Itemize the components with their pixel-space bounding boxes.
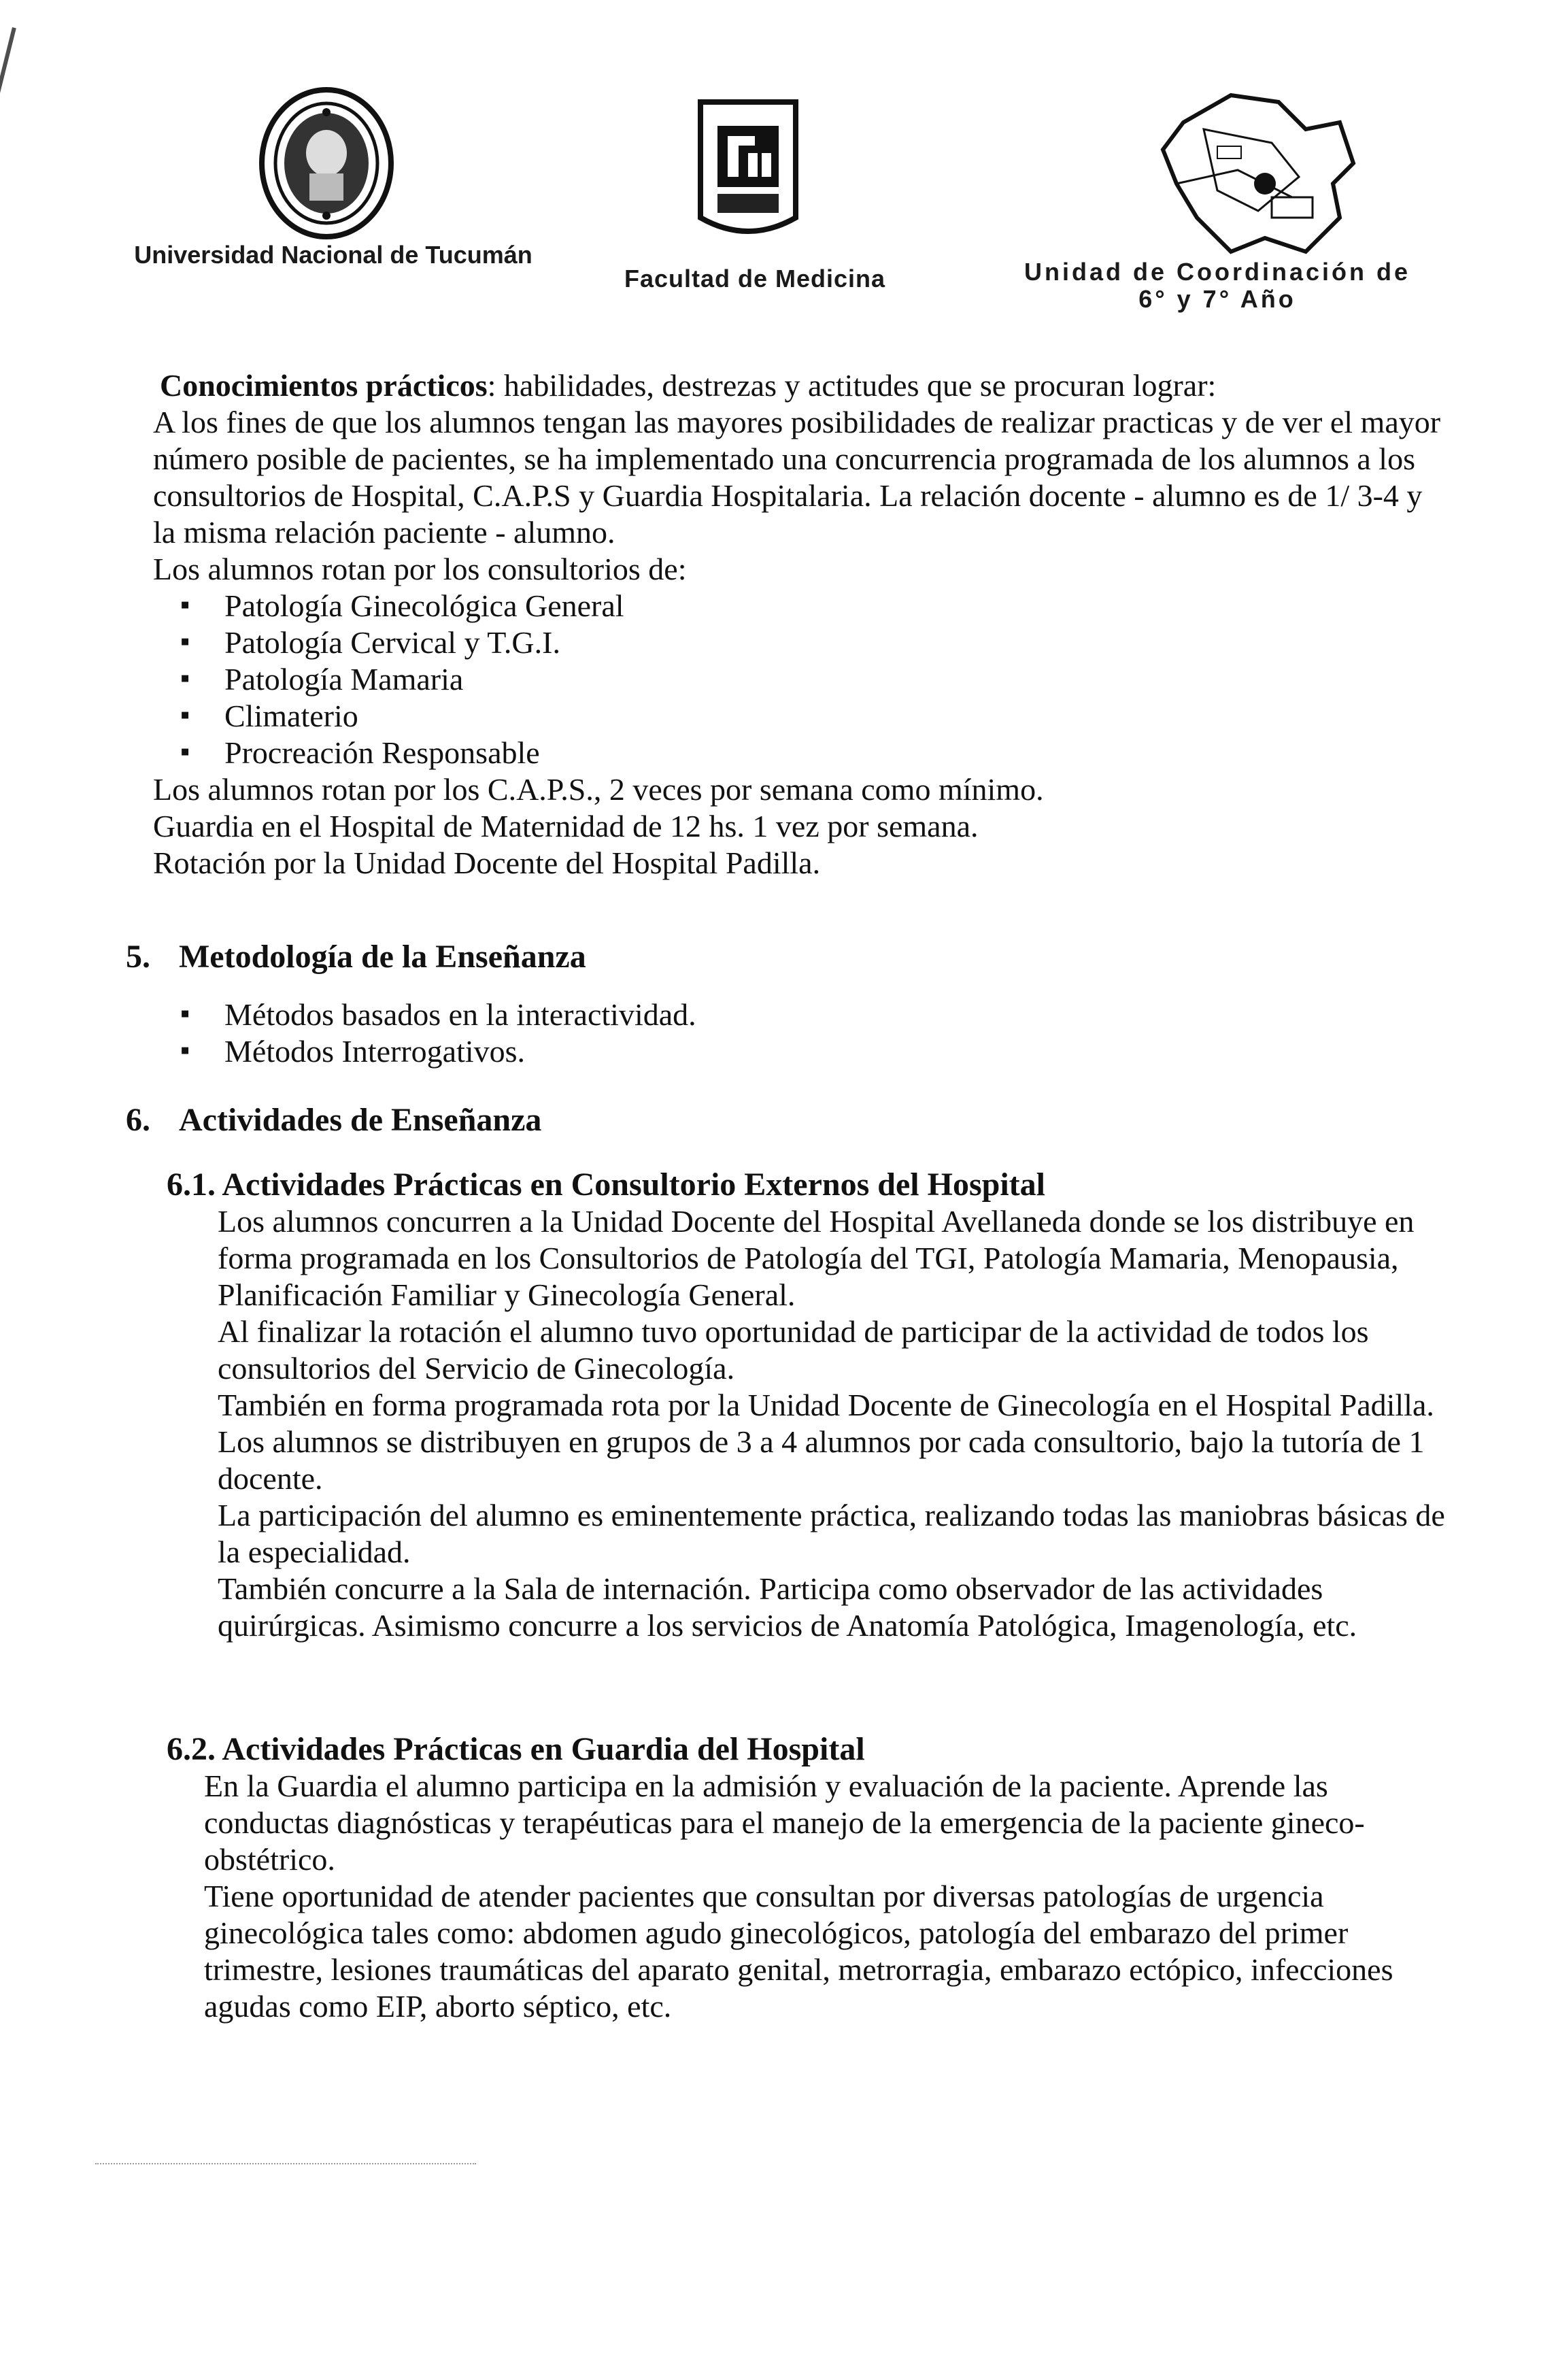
consultorio-item: ▪ Climaterio: [160, 698, 1452, 735]
scan-artifact-line: [0, 27, 16, 246]
method-item: ▪ Métodos Interrogativos.: [160, 1033, 1438, 1070]
subsection-6-2-body: [167, 1768, 1445, 2025]
consultorio-item: ▪ Patología Cervical y T.G.I.: [160, 624, 1452, 661]
paragraph: También concurre a la Sala de internación. Participa como observador de las actividades quirúrgicas. Asimismo concurre a los servicios de Anatomía Patológica, Imagenología, etc.: [218, 1571, 1357, 1643]
university-name: Universidad Nacional de Tucumán: [134, 241, 532, 269]
paragraph: Los alumnos concurren a la Unidad Docente del Hospital Avellaneda donde se los distribuye en forma programada en los Consultorios de Patología del TGI, Patología Mamaria, Menopausia, Planificación Familiar y Ginecología General.: [218, 1204, 1415, 1312]
intro-heading: Conocimientos prácticos: [160, 368, 488, 403]
university-seal-icon: [255, 85, 398, 241]
letterhead: [102, 68, 1462, 340]
province-map-icon: [1136, 82, 1381, 265]
consultorio-item: ▪ Patología Mamaria: [160, 661, 1452, 698]
section-5-number: 5.: [126, 939, 150, 975]
paragraph: Tiene oportunidad de atender pacientes que consultan por diversas patologías de urgencia ginecológica tales como: abdomen agudo ginecológicos, patología del embarazo del primer trimestre, lesiones traumáticas del aparato genital, metrorragia, embarazo ectópico, infecciones agudas como EIP, aborto séptico, etc.: [204, 1879, 1393, 2024]
section-5-heading: [126, 939, 586, 975]
consultorio-item: ▪ Procreación Responsable: [160, 735, 1452, 771]
section-5-title: Metodología de la Enseñanza: [179, 939, 586, 975]
subsection-6-1-body: [167, 1203, 1445, 1644]
coordination-unit-line2: 6° y 7° Año: [1138, 285, 1296, 313]
faculty-emblem-icon: [680, 88, 816, 252]
subsection-6-2: [167, 1731, 1445, 2025]
section-6-heading: [126, 1102, 541, 1139]
paragraph: En la Guardia el alumno participa en la admisión y evaluación de la paciente. Aprende las conductas diagnósticas y terapéuticas para el manejo de la emergencia de la paciente gineco-obstétrico.: [204, 1769, 1365, 1877]
footer-scan-noise: [95, 2156, 476, 2164]
guardia-line: Guardia en el Hospital de Maternidad de 12 hs. 1 vez por semana.: [153, 809, 979, 843]
paragraph: La participación del alumno es eminentemente práctica, realizando todas las maniobras básicas de la especialidad.: [218, 1498, 1445, 1569]
consultorio-item: ▪ Patología Ginecológica General: [160, 588, 1452, 624]
rotacion-line: Rotación por la Unidad Docente del Hospital Padilla.: [153, 845, 821, 880]
paragraph: Al finalizar la rotación el alumno tuvo oportunidad de participar de la actividad de todos los consultorios del Servicio de Ginecología.: [218, 1314, 1369, 1386]
section-6-title: Actividades de Enseñanza: [179, 1102, 542, 1138]
coordination-unit-name: [959, 258, 1476, 313]
section-5-list: [160, 996, 1438, 1070]
intro-heading-rest: : habilidades, destrezas y actitudes que se procuran lograr:: [487, 368, 1217, 403]
intro-paragraph: A los fines de que los alumnos tengan las mayores posibilidades de realizar practicas y de ver el mayor número posible de pacientes, se ha implementado una concurrencia programada de los alumnos a los consultorios de Hospital, C.A.P.S y Guardia Hospitalaria. La relación docente - alumno es de 1/ 3-4 y la misma relación paciente - alumno.: [153, 405, 1441, 550]
coordination-unit-line1: Unidad de Coordinación de: [1024, 258, 1411, 286]
intro-block: [153, 367, 1452, 882]
section-6-number: 6.: [126, 1102, 150, 1138]
subsection-6-2-title: 6.2. Actividades Prácticas en Guardia del Hospital: [167, 1731, 865, 1767]
subsection-6-1-title: 6.1. Actividades Prácticas en Consultorio Externos del Hospital: [167, 1167, 1045, 1203]
paragraph: También en forma programada rota por la Unidad Docente de Ginecología en el Hospital Padilla.: [218, 1388, 1434, 1422]
intro-heading-line: [160, 367, 1452, 404]
rotation-intro: Los alumnos rotan por los consultorios de:: [153, 552, 687, 586]
faculty-name: Facultad de Medicina: [624, 265, 886, 292]
method-item: ▪ Métodos basados en la interactividad.: [160, 996, 1438, 1033]
subsection-6-1: [167, 1167, 1445, 1644]
caps-line: Los alumnos rotan por los C.A.P.S., 2 veces por semana como mínimo.: [153, 772, 1044, 807]
paragraph: Los alumnos se distribuyen en grupos de 3 a 4 alumnos por cada consultorio, bajo la tutoría de 1 docente.: [218, 1424, 1425, 1496]
